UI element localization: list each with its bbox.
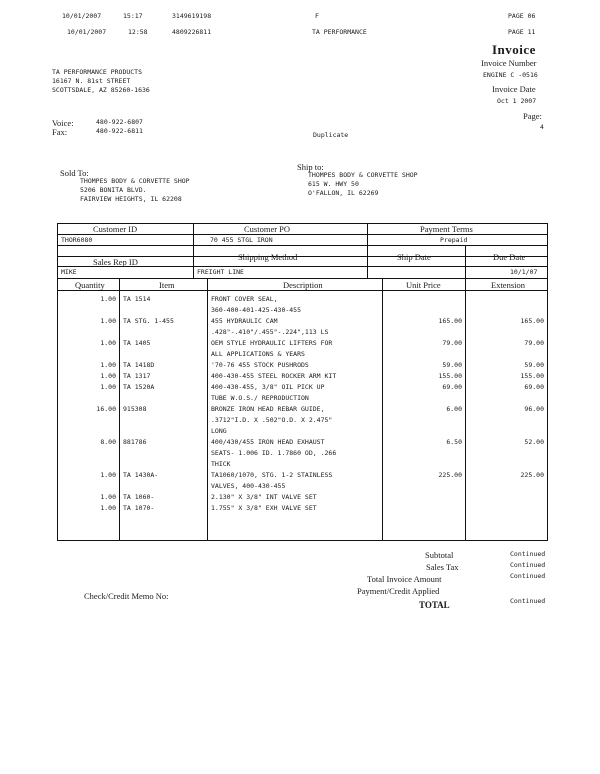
subtotal-value: Continued bbox=[510, 550, 546, 558]
invoice-number-label: Invoice Number bbox=[481, 58, 537, 68]
item-qty: 1.00 bbox=[100, 339, 116, 347]
ship-date-label: Ship Date bbox=[397, 252, 431, 262]
fax-mark: F bbox=[315, 12, 319, 20]
sales-tax-value: Continued bbox=[510, 561, 546, 569]
ship-to-label: Ship to: bbox=[297, 162, 324, 172]
customer-id-value: THOR6080 bbox=[61, 236, 93, 244]
vendor-name: TA PERFORMANCE PRODUCTS bbox=[52, 68, 143, 76]
item-extension: 155.00 bbox=[520, 372, 544, 380]
sales-rep-value: MIKE bbox=[61, 268, 77, 276]
item-extension: 96.00 bbox=[524, 405, 544, 413]
table-divider bbox=[367, 223, 368, 278]
item-code: TA 1430A- bbox=[123, 471, 159, 479]
subtotal-label: Subtotal bbox=[425, 550, 454, 560]
table-divider bbox=[465, 245, 466, 278]
item-unit-price: 155.00 bbox=[438, 372, 462, 380]
item-code: TA 1070- bbox=[123, 504, 155, 512]
ship-to-street: 615 W. HWY 50 bbox=[308, 180, 359, 188]
table-divider bbox=[465, 278, 466, 541]
table-rule bbox=[57, 278, 548, 279]
ship-to-city: O'FALLON, IL 62269 bbox=[308, 189, 379, 197]
item-qty: 1.00 bbox=[100, 295, 116, 303]
item-description: '70-76 455 STOCK PUSHRODS bbox=[211, 361, 309, 369]
item-code: TA 1418D bbox=[123, 361, 155, 369]
item-qty: 1.00 bbox=[100, 504, 116, 512]
table-divider bbox=[119, 278, 120, 541]
sold-to-name: THOMPES BODY & CORVETTE SHOP bbox=[80, 177, 190, 185]
item-extension: 225.00 bbox=[520, 471, 544, 479]
item-description: .428"-.410"/.455"-.224",113 LS bbox=[211, 328, 329, 336]
table-rule bbox=[57, 245, 548, 246]
item-qty: 16.00 bbox=[96, 405, 116, 413]
item-description: FRONT COVER SEAL, bbox=[211, 295, 278, 303]
item-unit-price: 6.00 bbox=[446, 405, 462, 413]
item-unit-price: 79.00 bbox=[442, 339, 462, 347]
item-description: 2.130" X 3/8" INT VALVE SET bbox=[211, 493, 317, 501]
item-extension: 79.00 bbox=[524, 339, 544, 347]
item-extension: 165.00 bbox=[520, 317, 544, 325]
item-description: SEATS- 1.006 ID. 1.7860 OD, .266 bbox=[211, 449, 337, 457]
item-extension: 52.00 bbox=[524, 438, 544, 446]
item-description: 455 HYDRAULIC CAM bbox=[211, 317, 278, 325]
sold-to-city: FAIRVIEW HEIGHTS, IL 62208 bbox=[80, 195, 182, 203]
duplicate-stamp: Duplicate bbox=[313, 131, 349, 139]
table-divider bbox=[382, 278, 383, 541]
due-date-value: 10/1/07 bbox=[510, 268, 538, 276]
payment-terms-label: Payment Terms bbox=[420, 224, 473, 234]
table-divider bbox=[207, 278, 208, 541]
payment-terms-value: Prepaid bbox=[440, 236, 468, 244]
payment-applied-label: Payment/Credit Applied bbox=[357, 586, 440, 596]
item-description: VALVES, 400-430-455 bbox=[211, 482, 286, 490]
item-description: THICK bbox=[211, 460, 231, 468]
item-unit-price: 225.00 bbox=[438, 471, 462, 479]
table-rule bbox=[57, 234, 548, 235]
page-label: Page: bbox=[523, 111, 542, 121]
item-unit-price: 6.50 bbox=[446, 438, 462, 446]
item-description: 1.755" X 3/8" EXH VALVE SET bbox=[211, 504, 317, 512]
fax-page-1: PAGE 06 bbox=[508, 12, 536, 20]
item-description: TA1060/1070, STG. 1-2 STAINLESS bbox=[211, 471, 333, 479]
item-extension: 59.00 bbox=[524, 361, 544, 369]
item-extension: 69.00 bbox=[524, 383, 544, 391]
total-label: TOTAL bbox=[419, 600, 450, 610]
vendor-city: SCOTTSDALE, AZ 85260-1636 bbox=[52, 86, 150, 94]
fax-sender: TA PERFORMANCE bbox=[312, 28, 367, 36]
fax-number: 480-922-6811 bbox=[96, 127, 143, 135]
customer-po-label: Customer PO bbox=[244, 224, 291, 234]
fax-date-1: 10/01/2007 bbox=[62, 12, 102, 20]
invoice-date-value: Oct 1 2007 bbox=[497, 97, 537, 105]
item-code: TA 1060- bbox=[123, 493, 155, 501]
sold-to-label: Sold To: bbox=[60, 168, 89, 178]
customer-id-label: Customer ID bbox=[93, 224, 138, 234]
item-description: 400-430-455 STEEL ROCKER ARM KIT bbox=[211, 372, 337, 380]
shipping-method-label: Shipping Method bbox=[238, 252, 298, 262]
item-code: TA 1317 bbox=[123, 372, 151, 380]
item-qty: 1.00 bbox=[100, 317, 116, 325]
item-code: 881786 bbox=[123, 438, 147, 446]
item-code: 915308 bbox=[123, 405, 147, 413]
item-qty: 1.00 bbox=[100, 493, 116, 501]
item-code: TA 1514 bbox=[123, 295, 151, 303]
item-description: ALL APPLICATIONS & YEARS bbox=[211, 350, 305, 358]
item-code: TA 1520A bbox=[123, 383, 155, 391]
item-qty: 1.00 bbox=[100, 361, 116, 369]
fax-label: Fax: bbox=[52, 127, 68, 137]
item-description: TUBE W.O.S./ REPRODUCTION bbox=[211, 394, 309, 402]
fax-number-2: 4809226811 bbox=[172, 28, 212, 36]
item-description: BRONZE IRON HEAD REBAR GUIDE, bbox=[211, 405, 325, 413]
fax-page-2: PAGE 11 bbox=[508, 28, 536, 36]
sold-to-street: 5206 BONITA BLVD. bbox=[80, 186, 147, 194]
invoice-number-value: ENGINE C -0516 bbox=[483, 71, 538, 79]
item-code: TA STG. 1-455 bbox=[123, 317, 174, 325]
item-qty: 1.00 bbox=[100, 383, 116, 391]
col-description: Description bbox=[283, 280, 323, 290]
total-value: Continued bbox=[510, 597, 546, 605]
vendor-street: 16167 N. 81st STREET bbox=[52, 77, 131, 85]
invoice-date-label: Invoice Date bbox=[492, 84, 536, 94]
item-description: .3712"I.D. X .502"O.D. X 2.475" bbox=[211, 416, 333, 424]
item-unit-price: 165.00 bbox=[438, 317, 462, 325]
col-quantity: Quantity bbox=[75, 280, 105, 290]
ship-to-name: THOMPES BODY & CORVETTE SHOP bbox=[308, 171, 418, 179]
item-unit-price: 69.00 bbox=[442, 383, 462, 391]
sales-rep-label: Sales Rep ID bbox=[93, 257, 138, 267]
fax-time-1: 15:17 bbox=[123, 12, 143, 20]
item-description: OEM STYLE HYDRAULIC LIFTERS FOR bbox=[211, 339, 333, 347]
fax-number-1: 3149619198 bbox=[172, 12, 212, 20]
customer-po-value: 70 455 STGL IRON bbox=[210, 236, 273, 244]
item-code: TA 1405 bbox=[123, 339, 151, 347]
voice-number: 480-922-6807 bbox=[96, 118, 143, 126]
item-description: 360-400-401-425-430-455 bbox=[211, 306, 302, 314]
sales-tax-label: Sales Tax bbox=[426, 562, 459, 572]
col-unit-price: Unit Price bbox=[406, 280, 441, 290]
item-qty: 1.00 bbox=[100, 471, 116, 479]
table-divider bbox=[193, 223, 194, 278]
fax-time-2: 12:58 bbox=[128, 28, 148, 36]
document-title: Invoice bbox=[492, 42, 536, 57]
table-rule bbox=[57, 290, 548, 291]
item-description: LONG bbox=[211, 427, 227, 435]
total-invoice-value: Continued bbox=[510, 572, 546, 580]
check-memo-label: Check/Credit Memo No: bbox=[84, 591, 169, 601]
col-extension: Extension bbox=[491, 280, 525, 290]
due-date-label: Due Date bbox=[493, 252, 526, 262]
item-qty: 8.00 bbox=[100, 438, 116, 446]
page-value: 4 bbox=[540, 123, 544, 131]
total-invoice-label: Total Invoice Amount bbox=[367, 574, 442, 584]
fax-date-2: 10/01/2007 bbox=[67, 28, 107, 36]
shipping-method-value: FREIGHT LINE bbox=[197, 268, 244, 276]
item-description: 400-430-455, 3/8" OIL PICK UP bbox=[211, 383, 325, 391]
col-item: Item bbox=[159, 280, 175, 290]
item-description: 400/430/455 IRON HEAD EXHAUST bbox=[211, 438, 325, 446]
item-qty: 1.00 bbox=[100, 372, 116, 380]
voice-label: Voice: bbox=[52, 118, 74, 128]
item-unit-price: 59.00 bbox=[442, 361, 462, 369]
